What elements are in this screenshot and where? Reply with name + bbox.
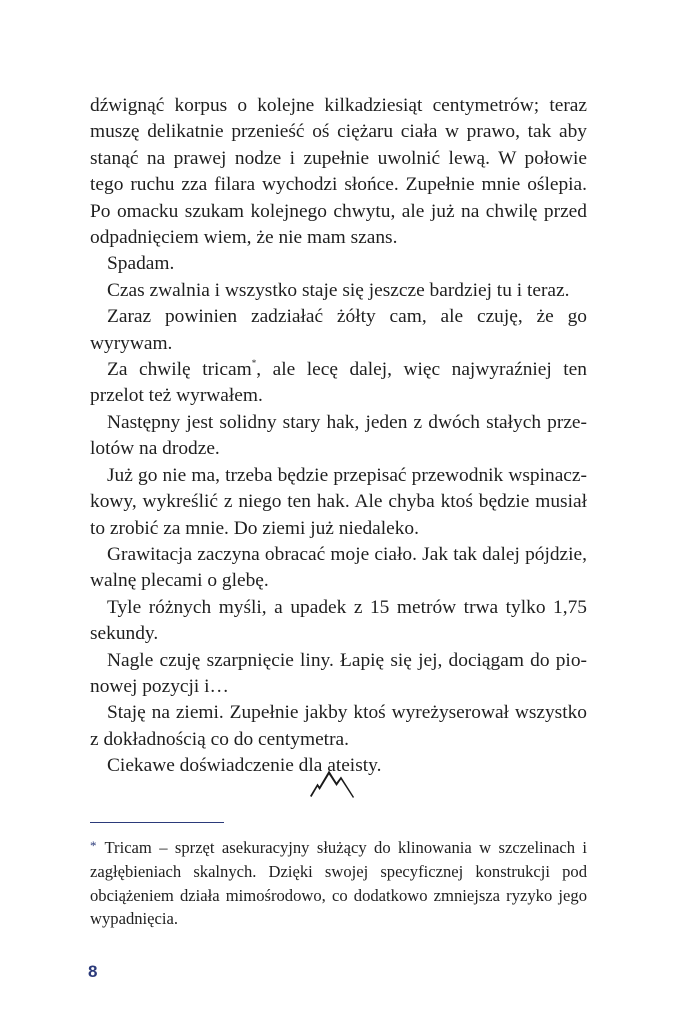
paragraph-6: Następny jest solidny stary hak, jeden z dwóch stałych przelotów na drodze. xyxy=(90,411,587,460)
footnote-text: Tricam – sprzęt asekuracyjny służący do klinowania w szczelinach i zagłębieniach skalnych. Dzięki swojej specyficznej konstrukcji pod obciążeniem działa mimośrodowo, co dodatkowo zmniejsza ryzyko jego wypadnięcia. xyxy=(90,838,587,929)
paragraph-2: Spadam. xyxy=(107,253,175,275)
paragraph-10: Nagle czuję szarpnięcie liny. Łapię się jej, dociągam do pionowej pozycji i… xyxy=(90,649,587,697)
paragraph-8: Grawitacja zaczyna obracać moje ciało. Jak tak dalej pójdzie, walnę plecami o glebę. xyxy=(90,543,587,592)
main-text xyxy=(90,93,587,780)
page-number: 8 xyxy=(88,962,98,981)
paragraph-5-end: , ale lecę dalej, więc najwyraźniej ten przelot też wyrwałem. xyxy=(90,359,587,407)
paragraph-11: Staję na ziemi. Zupełnie jakby ktoś wyreżyserował wszystko z dokładnością co do centymetra. xyxy=(90,702,587,750)
mountain-peaks-icon xyxy=(308,765,356,801)
paragraph-1: dźwignąć korpus o kolejne kilkadziesiąt centymetrów; teraz muszę delikatnie przenieść oś ciężaru ciała w prawo, tak aby stanąć na prawej nodze i zupełnie uwolnić lewą. W połowie tego ruchu zza filara wychodzi słońce. Zupełnie mnie oślepia. Po omacku szukam kolejnego chwytu, ale już na chwilę przed odpadnięciem wiem, że nie mam szans. xyxy=(90,95,587,249)
footnote-divider xyxy=(90,822,224,823)
footnote-marker: * xyxy=(90,838,97,853)
paragraph-3: Czas zwalnia i wszystko staje się jeszcze bardziej tu i teraz. xyxy=(107,279,570,301)
paragraph-12: Ciekawe doświadczenie dla ateisty. xyxy=(107,755,382,777)
paragraph-5 xyxy=(90,357,587,410)
paragraph-4: Zaraz powinien zadziałać żółty cam, ale czuję, że go wyrywam. xyxy=(90,306,587,354)
footnote-reference[interactable]: * xyxy=(251,358,257,369)
paragraph-5-start: Za chwilę tricam xyxy=(107,359,252,381)
footnote xyxy=(90,834,587,931)
paragraph-7: Już go nie ma, trzeba będzie przepisać przewodnik wspinaczkowy, wykreślić z niego ten hak. Ale chyba ktoś będzie musiał to zrobić za mnie. Do ziemi już niedaleko. xyxy=(90,464,587,539)
paragraph-9: Tyle różnych myśli, a upadek z 15 metrów trwa tylko 1,75 sekundy. xyxy=(90,596,587,645)
